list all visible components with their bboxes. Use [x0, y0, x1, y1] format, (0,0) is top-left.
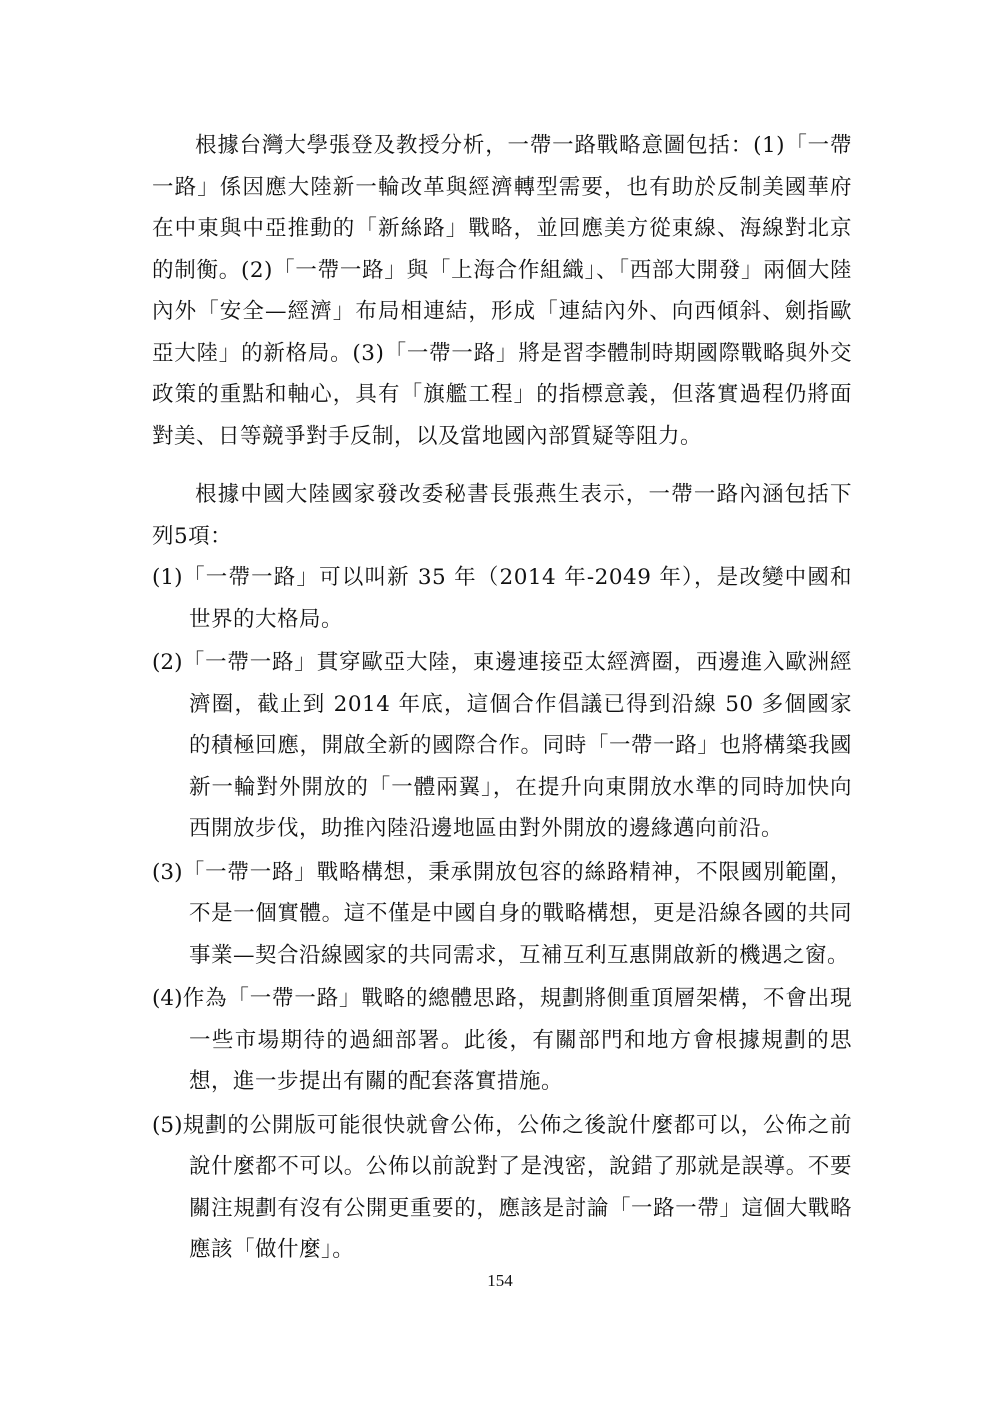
- list-item-text: 規劃的公開版可能很快就會公佈，公佈之後說什麼都可以，公佈之前說什麼都不可以。公佈以前說對了是洩密，說錯了那就是誤導。不要關注規劃有沒有公開更重要的，應該是討論「一路一帶」這個大戰略應該「做什麼」。: [182, 1112, 852, 1262]
- list-item-number: (2): [152, 650, 183, 675]
- list-item-text: 「一帶一路」可以叫新 35 年（2014 年-2049 年），是改變中國和世界的大格局。: [182, 565, 852, 632]
- list-item-number: (1): [152, 565, 183, 590]
- list-item-number: (5): [152, 1112, 183, 1138]
- list-item-number: (4): [152, 986, 183, 1011]
- list-item-text: 「一帶一路」貫穿歐亞大陸，東邊連接亞太經濟圈，西邊進入歐洲經濟圈，截止到 2014 年底，這個合作倡議已得到沿線 50 多個國家的積極回應，開啟全新的國際合作。同時「一帶一路」也將構築我國新一輪對外開放的「一體兩翼」，在提升向東開放水準的同時加快向西開放步伐，助推內陸沿邊地區由對外開放的邊緣邁向前沿。: [182, 650, 852, 841]
- list-item-number: (3): [152, 859, 183, 885]
- list-item-text: 「一帶一路」戰略構想，秉承開放包容的絲路精神，不限國別範圍，不是一個實體。這不僅是中國自身的戰略構想，更是沿線各國的共同事業—契合沿線國家的共同需求，互補互利互惠開啟新的機遇之窗。: [182, 859, 852, 968]
- list-item-4: [152, 978, 852, 1103]
- paragraph-strategic-intent: 根據台灣大學張登及教授分析，一帶一路戰略意圖包括：(1)「一帶一路」係因應大陸新一輪改革與經濟轉型需要，也有助於反制美國華府在中東與中亞推動的「新絲路」戰略，並回應美方從東線、海線對北京的制衡。(2)「一帶一路」與「上海合作組織」、「西部大開發」兩個大陸內外「安全—經濟」布局相連結，形成「連結內外、向西傾斜、劍指歐亞大陸」的新格局。(3)「一帶一路」將是習李體制時期國際戰略與外交政策的重點和軸心，具有「旗艦工程」的指標意義，但落實過程仍將面對美、日等競爭對手反制，以及當地國內部質疑等阻力。: [152, 133, 852, 449]
- list-item-text: 作為「一帶一路」戰略的總體思路，規劃將側重頂層架構，不會出現一些市場期待的過細部署。此後，有關部門和地方會根據規劃的思想，進一步提出有關的配套落實措施。: [182, 986, 852, 1094]
- list-item-2: [152, 642, 852, 850]
- list-item-1: [152, 557, 852, 640]
- document-body: [152, 125, 852, 1273]
- list-item-3: [152, 852, 852, 977]
- page-number: 154: [487, 1271, 513, 1290]
- list-item-5: [152, 1105, 852, 1271]
- paragraph-connotation-intro: 根據中國大陸國家發改委秘書長張燕生表示，一帶一路內涵包括下列5項：: [152, 482, 852, 549]
- numbered-list: [152, 557, 852, 1271]
